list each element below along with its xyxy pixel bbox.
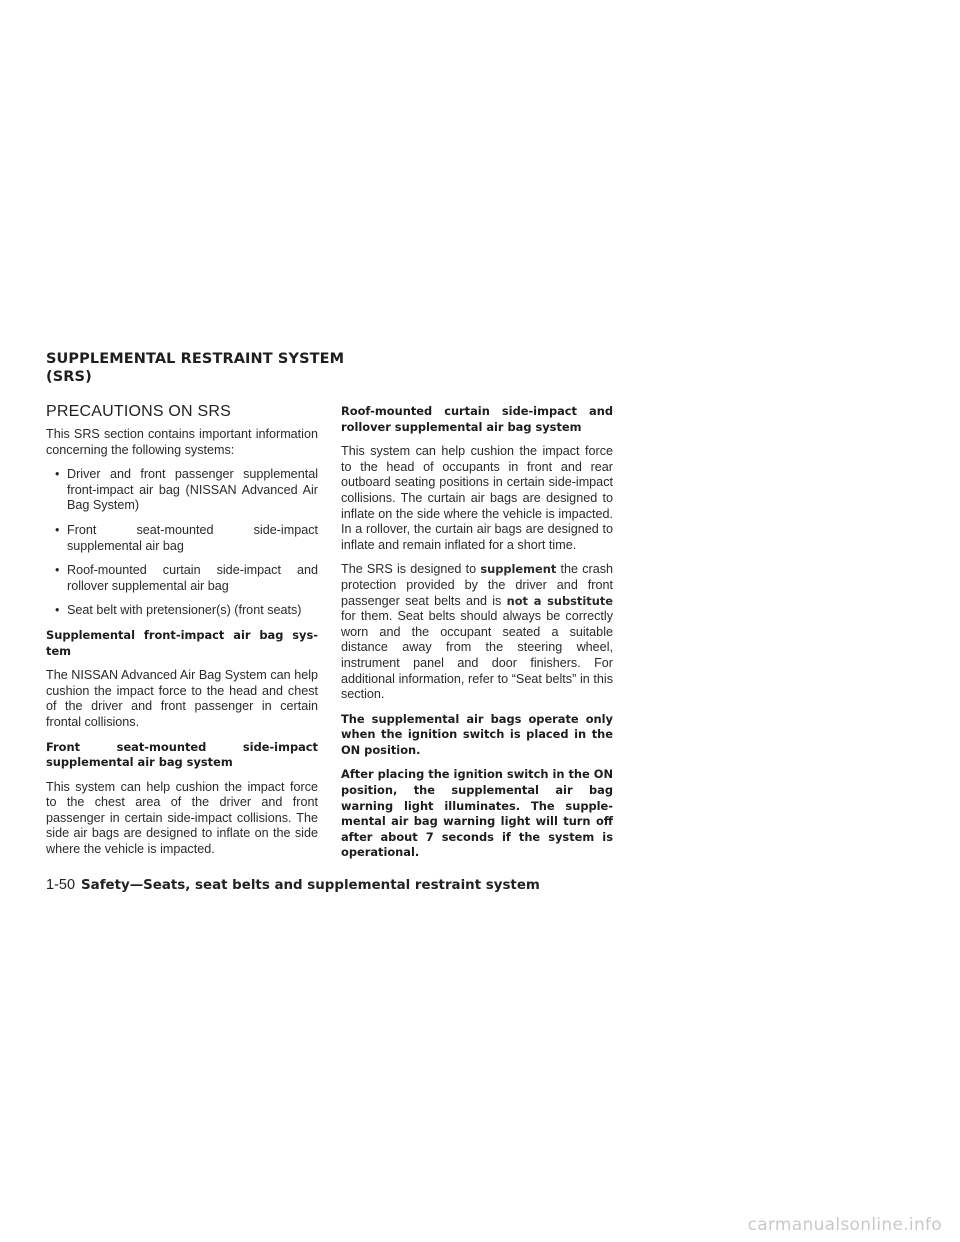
front-impact-heading: Supplemental front-impact air bag system — [46, 627, 318, 658]
left-column — [46, 403, 318, 867]
section-title: SUPPLEMENTAL RESTRAINT SYSTEM (SRS) — [46, 351, 345, 385]
precautions-heading: PRECAUTIONS ON SRS — [46, 403, 231, 420]
bullet-icon: • — [55, 522, 60, 537]
srs-paragraph: The SRS is designed to supplement the crash protection provided by the driver and front passenger seat belts and is not a substitute for them. Seat belts should always be correctly worn and the occupant seated a suitable distance away from the steering wheel, instrument panel and door finishers. For additional information, refer to “Seat belts” in this section. — [341, 562, 613, 702]
list-item: • Roof-mounted curtain side-impact and rollover supplemental air bag — [55, 563, 318, 593]
seat-mounted-heading: Front seat-mounted side-impact supplemental air bag system — [46, 739, 318, 770]
right-column — [341, 404, 613, 870]
seat-mounted-paragraph: This system can help cushion the impact force to the chest area of the driver and front passenger in certain side-impact collisions. The side air bags are designed to inflate on the side where the vehicle is impacted. — [46, 779, 318, 857]
bullet-icon: • — [55, 563, 60, 578]
intro-paragraph: This SRS section contains important information concerning the following systems: — [46, 427, 318, 457]
curtain-paragraph: This system can help cushion the impact force to the head of occupants in front and rear outboard seating positions in certain side-impact collisions. The curtain air bags are designed to inflate on the side where the vehicle is impacted. In a rollover, the curtain air bags are designed to inflate and remain inflated for a short time. — [341, 444, 613, 552]
watermark: carmanualsonline.info — [747, 1215, 942, 1235]
bullet-icon: • — [55, 467, 60, 482]
systems-list — [46, 467, 318, 619]
list-item: • Seat belt with pretensioner(s) (front seats) — [55, 603, 302, 618]
list-item: • Front seat-mounted side-impact supplemental air bag — [55, 522, 318, 553]
operate-note: The supplemental air bags operate only when the ignition switch is placed in the ON position. — [341, 711, 613, 757]
list-item: • Driver and front passenger supplemental front-impact air bag (NISSAN Advanced Air Bag System) — [55, 467, 318, 513]
chapter-title: Safety—Seats, seat belts and supplemental restraint system — [81, 878, 540, 893]
page-number: 1-50 — [46, 877, 76, 893]
supplement-emphasis: supplement — [480, 562, 557, 577]
front-impact-paragraph: The NISSAN Advanced Air Bag System can help cushion the impact force to the head and chest of the driver and front passenger in certain frontal collisions. — [46, 668, 318, 729]
page-footer — [46, 876, 540, 895]
bullet-icon: • — [55, 603, 60, 618]
not-a-substitute-emphasis: not a substitute — [506, 593, 613, 608]
warning-light-note: After placing the ignition switch in the ON position, the supplemental air bag warning light illuminates. The supplemental air bag warning light will turn off after about 7 seconds if the system is operational. — [341, 767, 613, 860]
curtain-heading: Roof-mounted curtain side-impact and rollover supplemental air bag system — [341, 404, 613, 434]
